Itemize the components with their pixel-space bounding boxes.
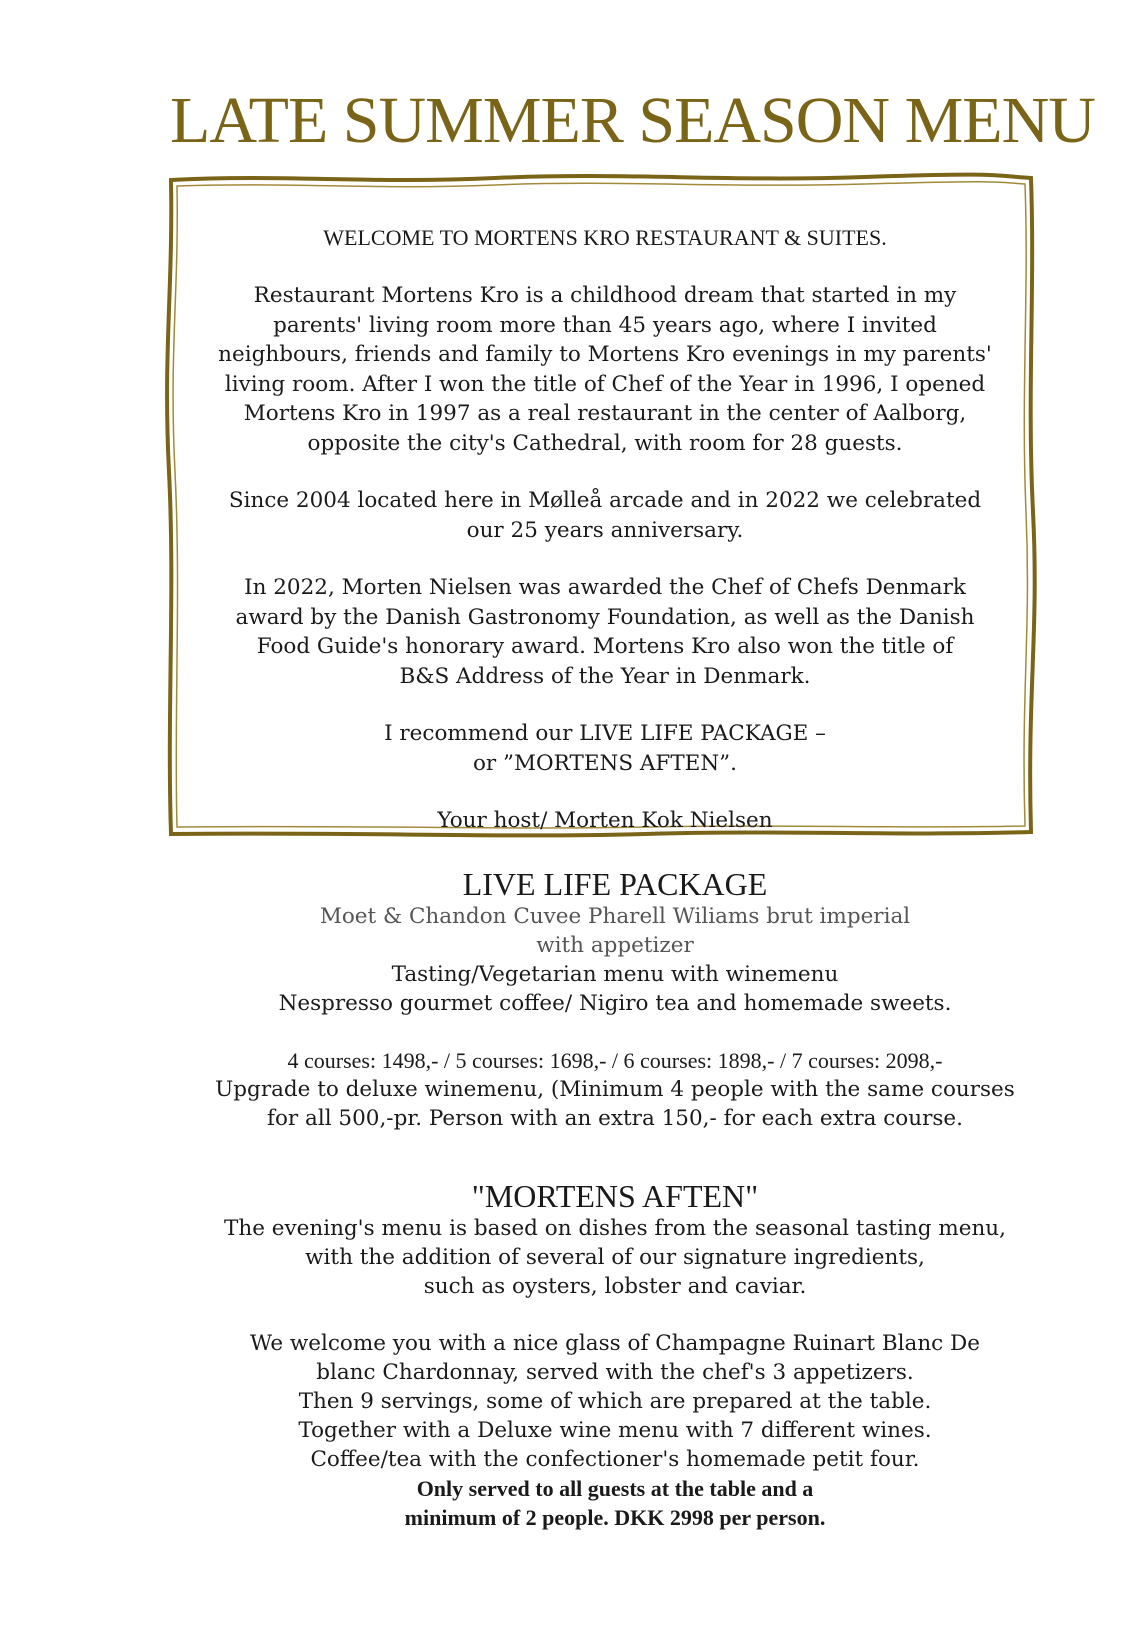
text-line: with the addition of several of our signature ingredients, bbox=[305, 1245, 925, 1270]
text-line: neighbours, friends and family to Mortens Kro evenings in my parents' bbox=[218, 342, 992, 367]
text-line: The evening's menu is based on dishes from the seasonal tasting menu, bbox=[224, 1216, 1006, 1241]
live-life-pricing: 4 courses: 1498,- / 5 courses: 1698,- / 6 courses: 1898,- / 7 courses: 2098,- bbox=[287, 1048, 943, 1073]
text-line: opposite the city's Cathedral, with room for 28 guests. bbox=[307, 430, 903, 456]
text-line: parents' living room more than 45 years ago, where I invited bbox=[273, 312, 937, 338]
text-line: Then 9 servings, some of which are prepared at the table. bbox=[298, 1389, 932, 1414]
text-line: or ”MORTENS AFTEN”. bbox=[472, 750, 738, 776]
text-line: such as oysters, lobster and caviar. bbox=[423, 1274, 807, 1299]
text-line: B&S Address of the Year in Denmark. bbox=[399, 663, 811, 689]
text-line: We welcome you with a nice glass of Champagne Ruinart Blanc De bbox=[249, 1331, 981, 1356]
welcome-paragraph-recommendation bbox=[190, 719, 1020, 778]
live-life-upgrade bbox=[165, 1075, 1065, 1133]
text-line: our 25 years anniversary. bbox=[466, 517, 744, 543]
text-line: Since 2004 located here in Mølleå arcade and in 2022 we celebrated bbox=[228, 488, 982, 513]
welcome-section bbox=[190, 223, 1020, 864]
mortens-aften-heading: "MORTENS AFTEN" bbox=[471, 1178, 759, 1214]
page-title: LATE SUMMER SEASON MENU bbox=[170, 84, 1095, 157]
text-line: Nespresso gourmet coffee/ Nigiro tea and homemade sweets. bbox=[278, 991, 952, 1016]
text-line: Restaurant Mortens Kro is a childhood dream that started in my bbox=[253, 283, 957, 308]
text-line: Only served to all guests at the table and a bbox=[416, 1476, 814, 1501]
text-line: living room. After I won the title of Chef of the Year in 1996, I opened bbox=[224, 371, 986, 397]
live-life-heading: LIVE LIFE PACKAGE bbox=[462, 866, 768, 902]
text-line: for all 500,-pr. Person with an extra 150,- for each extra course. bbox=[267, 1106, 963, 1131]
mortens-aften-conditions bbox=[165, 1474, 1065, 1532]
welcome-heading: WELCOME TO MORTENS KRO RESTAURANT & SUITES. bbox=[323, 225, 887, 250]
mortens-aften-section bbox=[165, 1178, 1065, 1532]
text-line: Coffee/tea with the confectioner's homemade petit four. bbox=[310, 1447, 920, 1472]
text-line: Upgrade to deluxe winemenu, (Minimum 4 people with the same courses bbox=[215, 1077, 1015, 1102]
welcome-paragraph-awards bbox=[190, 573, 1020, 691]
mortens-aften-intro bbox=[165, 1214, 1065, 1301]
live-life-package-section bbox=[165, 866, 1065, 1133]
text-line: award by the Danish Gastronomy Foundation, as well as the Danish bbox=[235, 604, 975, 630]
text-line: I recommend our LIVE LIFE PACKAGE – bbox=[384, 721, 826, 746]
text-line: Mortens Kro in 1997 as a real restaurant in the center of Aalborg, bbox=[243, 401, 967, 426]
text-line: Food Guide's honorary award. Mortens Kro also won the title of bbox=[256, 634, 954, 659]
text-line: Together with a Deluxe wine menu with 7 different wines. bbox=[298, 1418, 932, 1443]
text-line: In 2022, Morten Nielsen was awarded the Chef of Chefs Denmark bbox=[244, 575, 966, 600]
live-life-description bbox=[165, 902, 1065, 1018]
text-line: Tasting/Vegetarian menu with winemenu bbox=[391, 962, 839, 987]
host-signature: Your host/ Morten Kok Nielsen bbox=[437, 808, 773, 833]
text-line: with appetizer bbox=[536, 933, 694, 958]
text-line: Moet & Chandon Cuvee Pharell Wiliams brut imperial bbox=[319, 904, 911, 929]
text-line: blanc Chardonnay, served with the chef's 3 appetizers. bbox=[316, 1360, 914, 1385]
welcome-paragraph-location bbox=[190, 486, 1020, 545]
welcome-paragraph-history bbox=[190, 281, 1020, 458]
mortens-aften-details bbox=[165, 1329, 1065, 1474]
text-line: minimum of 2 people. DKK 2998 per person. bbox=[404, 1505, 826, 1530]
